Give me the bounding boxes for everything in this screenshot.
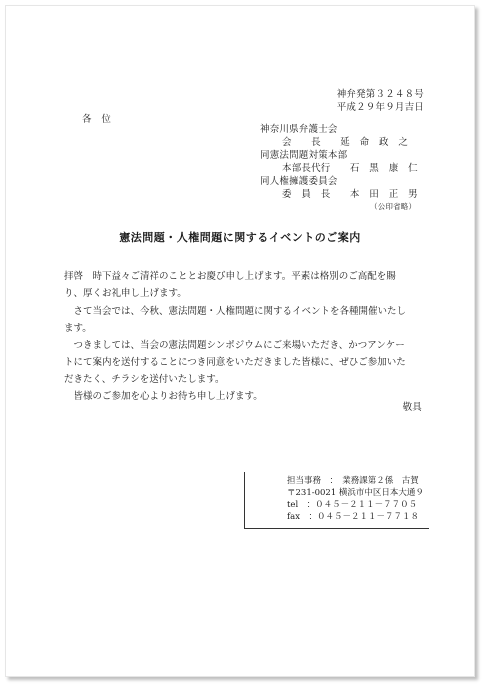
body-line-5: つきましては、当会の憲法問題シンポジウムにご来場いただき、かつアンケー — [64, 340, 405, 351]
contact-tel: tel ：０４５－２１１－７７０５ — [287, 500, 418, 510]
body-line-7: だきたく、チラシを送付いたします。 — [64, 374, 225, 385]
sender-name-1: 会 長 延 命 政 之 — [282, 137, 409, 148]
contact-box — [244, 472, 429, 529]
contact-address: 〒231-0021 横浜市中区日本大通９ — [287, 488, 424, 498]
sender-org-1: 神奈川県弁護士会 — [260, 124, 338, 135]
addressee: 各 位 — [82, 114, 112, 125]
document-number: 神弁発第３２４８号 — [336, 89, 424, 100]
body-line-3: さて当会では、今秋、憲法問題・人権問題に関するイベントを各種開催いたし — [64, 306, 407, 317]
body-line-1: 拝啓 時下益々ご清祥のこととお慶び申し上げます。平素は格別のご高配を賜 — [64, 271, 396, 282]
sender-org-2: 同憲法問題対策本部 — [260, 150, 348, 161]
page-title: 憲法問題・人権問題に関するイベントのご案内 — [119, 231, 361, 244]
closing: 敬具 — [402, 402, 422, 413]
sender-name-3: 委 員 長 本 田 正 男 — [282, 189, 418, 200]
document-date: 平成２９年９月吉日 — [336, 102, 424, 113]
body-line-8: 皆様のご参加を心よりお待ち申し上げます。 — [64, 391, 263, 402]
contact-fax: fax ：０４５－２１１－７７１８ — [287, 512, 420, 522]
seal-note: （公印省略） — [370, 202, 417, 211]
body-line-6: トにて案内を送付することにつき同意をいただきました皆様に、ぜひご参加いた — [64, 357, 406, 368]
contact-staff: 担当事務 ： 業務課第２係 古賀 — [287, 476, 419, 486]
document-page — [5, 5, 475, 677]
sender-name-2: 本部長代行 石 黒 康 仁 — [282, 163, 418, 174]
body-line-2: り、厚くお礼申し上げます。 — [64, 288, 187, 299]
body-line-4: ます。 — [64, 323, 92, 334]
sender-org-3: 同人権擁護委員会 — [260, 176, 338, 187]
